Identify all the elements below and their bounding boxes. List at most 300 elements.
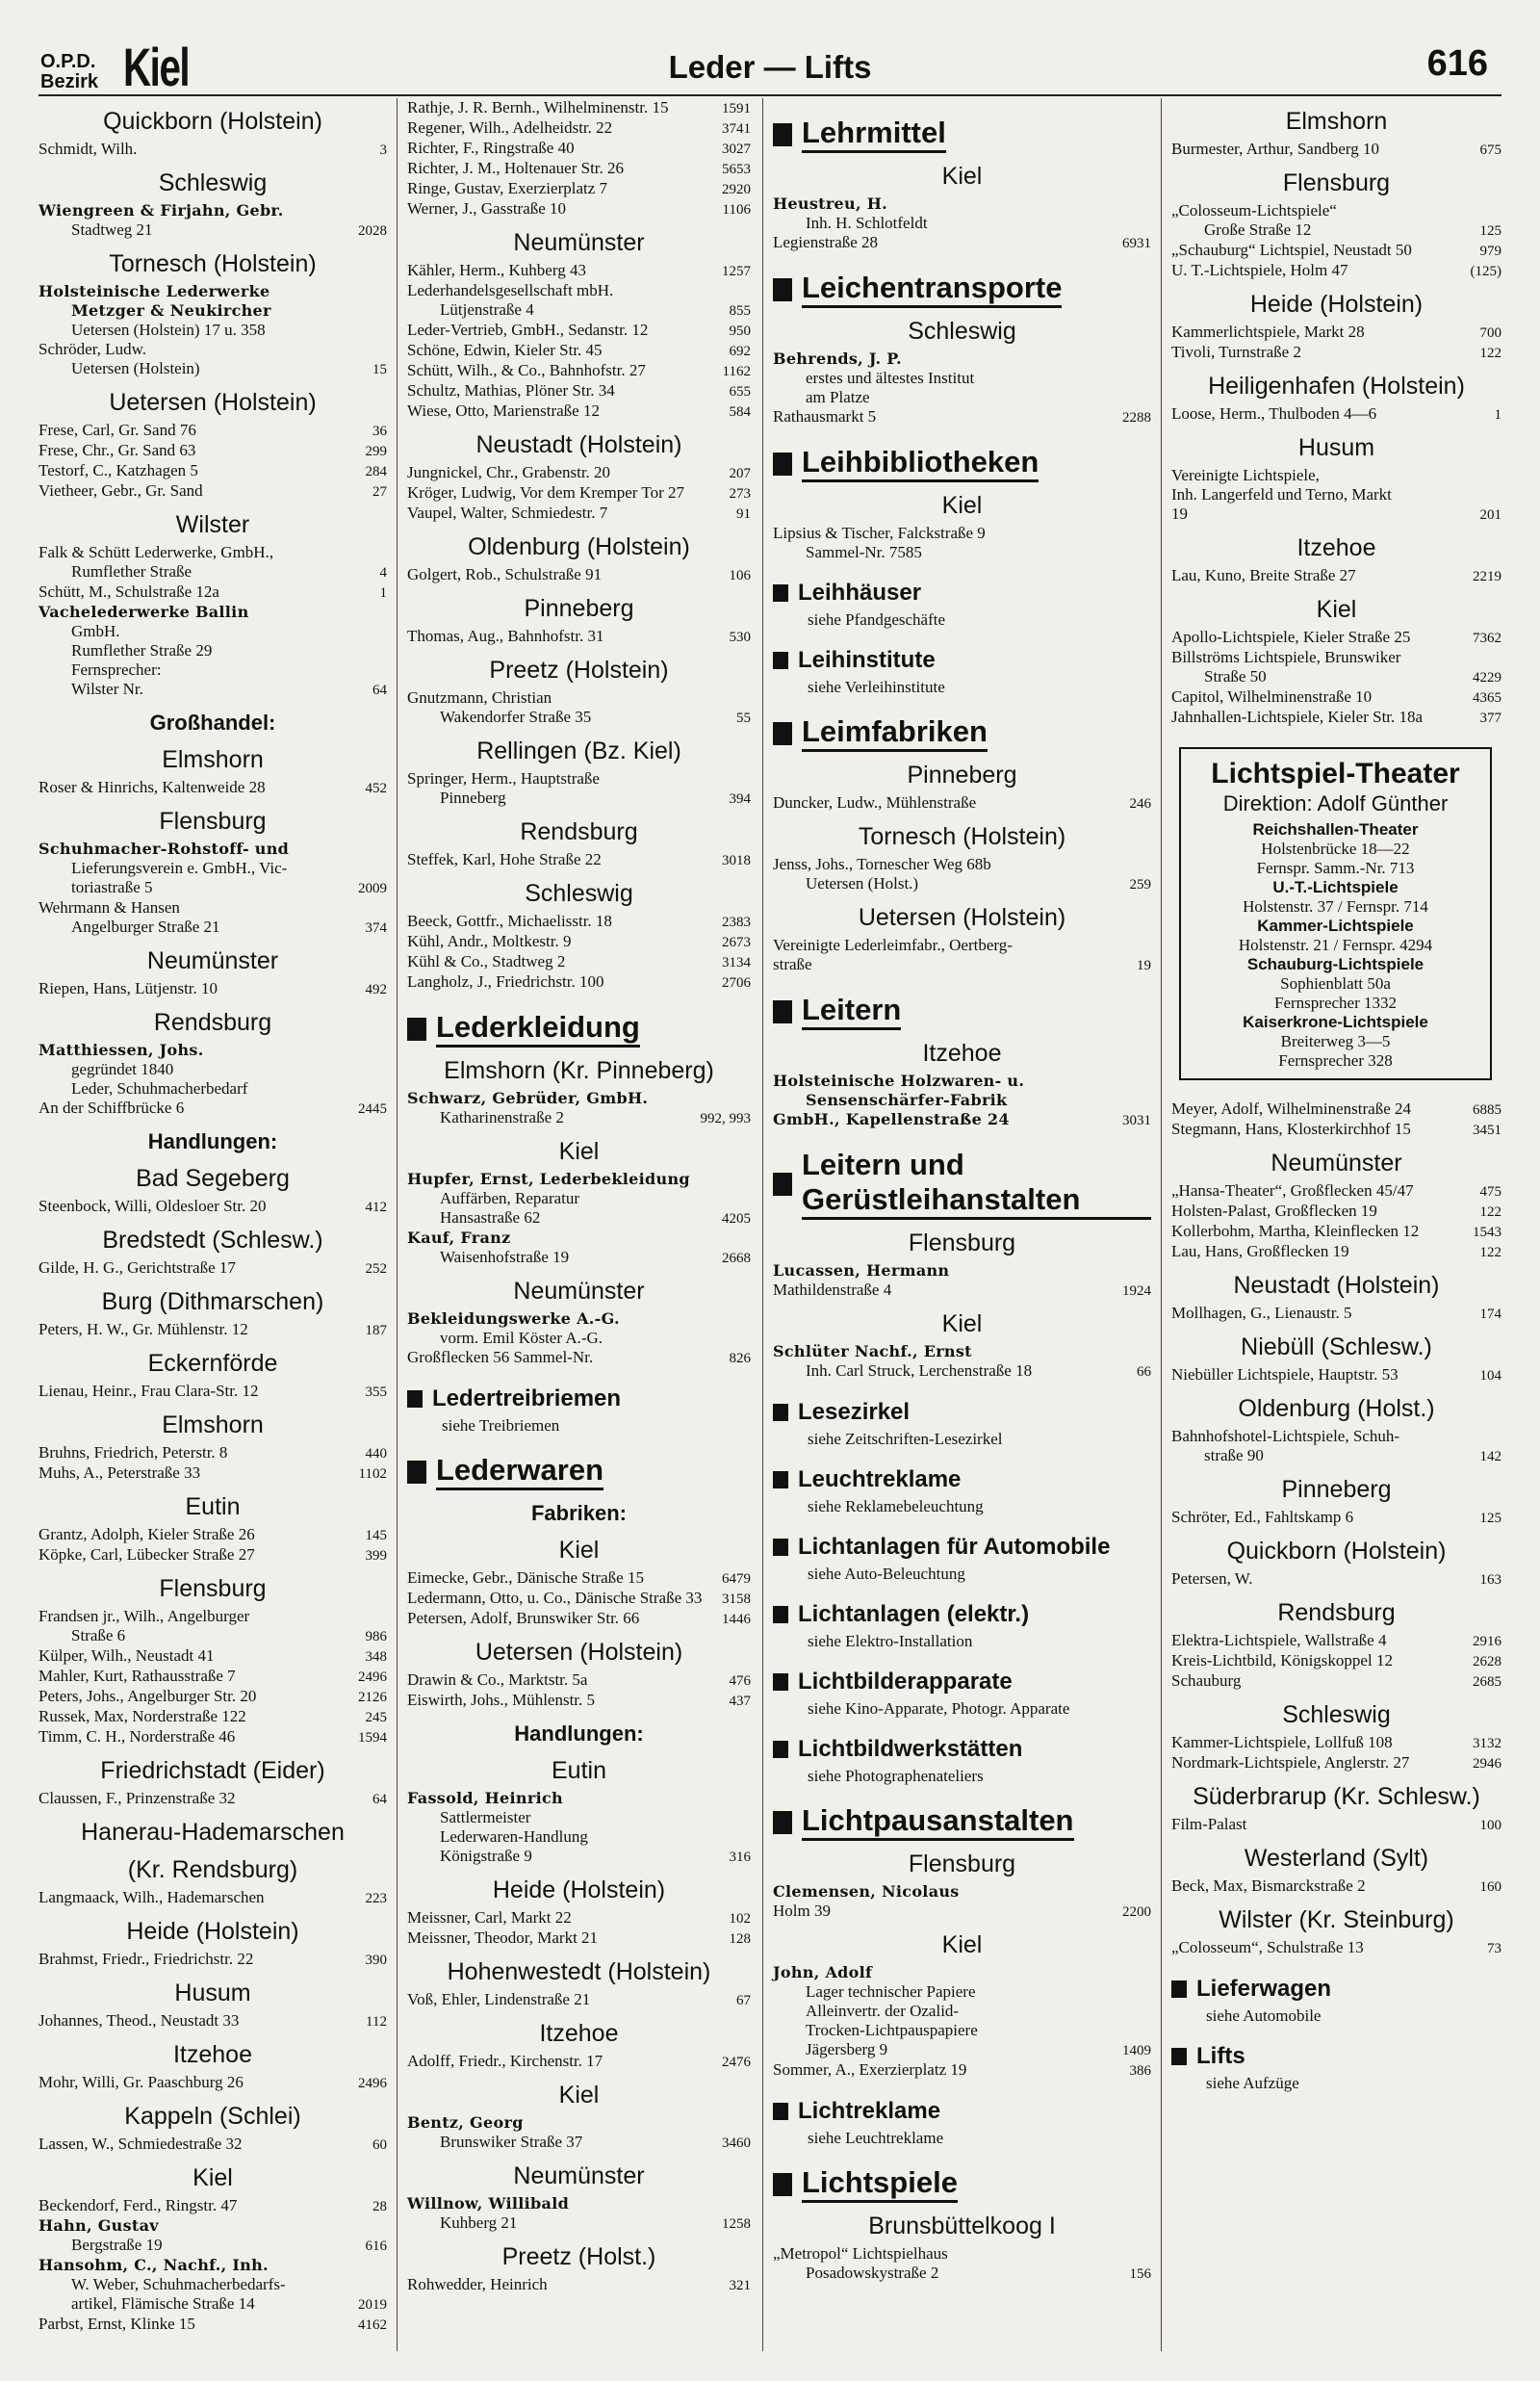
category-label: Lichtbildwerkstätten <box>798 1736 1023 1762</box>
listing-entry <box>38 2011 387 2032</box>
category-label: Leitern und Gerüstleihanstalten <box>802 1148 1151 1220</box>
category-label: Lehrmittel <box>802 116 946 153</box>
listing-entry <box>773 2060 1151 2081</box>
entry-text: Leder-Vertrieb, GmbH., Sedanstr. 12 <box>407 321 649 339</box>
entry-text: Kauf, Franz <box>407 1229 511 1247</box>
listing-entry <box>407 1108 751 1128</box>
category-marker-icon <box>1171 1980 1187 1998</box>
listing-entry <box>407 2052 751 2072</box>
phone-number: 452 <box>365 781 387 796</box>
listing-entry <box>773 1110 1151 1130</box>
phone-number: 374 <box>365 920 387 936</box>
entry-text: Timm, C. H., Norderstraße 46 <box>38 1727 236 1746</box>
listing-entry <box>38 582 387 603</box>
category-label: Lieferwagen <box>1196 1976 1332 2002</box>
town-heading: Flensburg <box>159 1575 267 1602</box>
entry-text: Jungnickel, Chr., Grabenstr. 20 <box>407 463 611 481</box>
town-heading: Kiel <box>941 492 983 519</box>
entry-text: Grantz, Adolph, Kieler Straße 26 <box>38 1525 255 1543</box>
phone-number: 1258 <box>722 2216 751 2232</box>
listing-entry <box>1171 261 1502 281</box>
phone-number: 1162 <box>722 364 751 379</box>
town-heading: (Kr. Rendsburg) <box>127 1856 298 1883</box>
entry-text: Parbst, Ernst, Klinke 15 <box>38 2315 195 2333</box>
listing-entry <box>407 708 751 728</box>
entry-text: Beeck, Gottfr., Michaelisstr. 18 <box>407 912 612 930</box>
category-marker-icon <box>773 652 788 669</box>
ad-theater-line: Fernspr. Samm.-Nr. 713 <box>1256 859 1415 877</box>
entry-text: An der Schiffbrücke 6 <box>38 1099 185 1117</box>
see-reference: siehe Reklamebeleuchtung <box>808 1497 984 1515</box>
entry-text: Film-Palast <box>1171 1815 1247 1833</box>
listing-entry <box>773 543 1151 562</box>
phone-number: 1594 <box>358 1730 387 1746</box>
town-heading: Kappeln (Schlei) <box>124 2103 301 2130</box>
listing-entry <box>407 1568 751 1589</box>
category-marker-icon <box>773 2103 788 2120</box>
phone-number: 245 <box>365 1710 387 1725</box>
entry-text: Kühl, Andr., Moltkestr. 9 <box>407 932 572 950</box>
entry-text: Holsten-Palast, Großflecken 19 <box>1171 1202 1377 1220</box>
entry-text: Mathildenstraße 4 <box>773 1281 892 1299</box>
listing-entry <box>407 504 751 524</box>
category-heading <box>1171 2043 1502 2070</box>
phone-number: 584 <box>729 404 751 420</box>
listing-entry <box>773 793 1151 814</box>
town-heading: Kiel <box>558 1537 600 1564</box>
listing-entry <box>1171 1365 1502 1385</box>
entry-text: Hansastraße 62 <box>440 1208 541 1227</box>
category-label: Leihinstitute <box>798 647 936 673</box>
listing-entry <box>407 912 751 932</box>
category-marker-icon <box>773 722 792 745</box>
town-heading: Elmshorn <box>162 1411 264 1438</box>
columns <box>38 98 1502 2370</box>
entry-text: Springer, Herm., Hauptstraße <box>407 769 600 788</box>
category-heading <box>773 1601 1151 1628</box>
see-reference: siehe Automobile <box>1206 2006 1322 2025</box>
entry-text: Kammer-Lichtspiele, Lollfuß 108 <box>1171 1733 1393 1751</box>
listing-entry <box>38 1463 387 1484</box>
entry-text: Burmester, Arthur, Sandberg 10 <box>1171 140 1379 158</box>
listing-entry <box>1171 1631 1502 1651</box>
phone-number: 2706 <box>722 975 751 991</box>
town-heading: Flensburg <box>1282 169 1391 196</box>
entry-text: Lederhandelsgesellschaft mbH. <box>407 281 614 299</box>
entry-text: Langmaack, Wilh., Hademarschen <box>38 1888 265 1906</box>
listing-entry <box>38 2196 387 2216</box>
phone-number: 2019 <box>358 2297 387 2313</box>
entry-text: Beckendorf, Ferd., Ringstr. 47 <box>38 2196 238 2214</box>
town-heading: Eckernförde <box>147 1350 278 1377</box>
entry-text: Willnow, Willibald <box>407 2194 570 2213</box>
category-heading <box>773 271 1151 308</box>
listing-entry <box>407 932 751 952</box>
phone-number: 104 <box>1479 1368 1502 1384</box>
entry-text: Lau, Kuno, Breite Straße 27 <box>1171 566 1356 584</box>
entry-text: Külper, Wilh., Neustadt 41 <box>38 1646 215 1665</box>
category-marker-icon <box>1171 2048 1187 2065</box>
town-heading: Schleswig <box>1282 1701 1391 1728</box>
listing-entry <box>407 463 751 483</box>
listing-entry <box>38 603 387 622</box>
phone-number: 259 <box>1129 877 1151 893</box>
entry-text: Duncker, Ludw., Mühlenstraße <box>773 793 977 812</box>
listing-entry <box>38 481 387 502</box>
phone-number: 3158 <box>722 1592 751 1607</box>
listing-entry <box>407 261 751 281</box>
town-heading: Neustadt (Holstein) <box>475 431 682 458</box>
entry-text: Kammerlichtspiele, Markt 28 <box>1171 323 1365 341</box>
town-heading: Kiel <box>558 2082 600 2109</box>
advertisement-box <box>1179 747 1492 1080</box>
entry-text: Niebüller Lichtspiele, Hauptstr. 53 <box>1171 1365 1399 1384</box>
entry-text: Steffek, Karl, Hohe Straße 22 <box>407 850 602 868</box>
category-heading <box>773 2098 1151 2125</box>
entry-text: Gilde, H. G., Gerichtstraße 17 <box>38 1258 236 1277</box>
town-heading: Neumünster <box>1270 1150 1402 1177</box>
entry-text: U. T.-Lichtspiele, Holm 47 <box>1171 261 1348 279</box>
listing-entry <box>407 199 751 220</box>
entry-text: Vereinigte Lederleimfabr., Oertberg- <box>773 936 1013 954</box>
town-heading: Flensburg <box>159 808 267 835</box>
town-heading: Eutin <box>552 1757 606 1784</box>
phone-number: 1102 <box>358 1466 387 1482</box>
phone-number: 187 <box>365 1323 387 1338</box>
entry-text: Richter, F., Ringstraße 40 <box>407 139 575 157</box>
column-4 <box>1161 98 1502 2351</box>
listing-entry <box>773 1261 1151 1281</box>
category-label: Leitern <box>802 993 901 1030</box>
listing-entry <box>407 1808 751 1827</box>
category-marker-icon <box>773 1173 792 1196</box>
entry-text: „Colosseum-Lichtspiele“ <box>1171 201 1337 220</box>
phone-number: 66 <box>1137 1364 1151 1380</box>
listing-entry <box>407 850 751 870</box>
town-heading: Heide (Holstein) <box>492 1876 666 1903</box>
category-heading <box>773 1399 1151 1426</box>
listing-entry <box>407 1170 751 1189</box>
listing-entry <box>1171 687 1502 708</box>
listing-entry <box>1171 1876 1502 1897</box>
category-heading <box>407 1385 751 1412</box>
see-reference: siehe Elektro-Installation <box>808 1632 973 1650</box>
category-label: Lichtreklame <box>798 2098 941 2124</box>
listing-entry <box>1171 628 1502 648</box>
phone-number: 2288 <box>1122 410 1151 426</box>
phone-number: 348 <box>365 1649 387 1665</box>
entry-text: GmbH., Kapellenstraße 24 <box>773 1110 1010 1128</box>
listing-entry <box>773 1882 1151 1902</box>
phone-number: 2496 <box>358 2076 387 2091</box>
entry-text: Wakendorfer Straße 35 <box>440 708 592 726</box>
entry-text: Heustreu, H. <box>773 194 887 213</box>
entry-text: Hansohm, C., Nachf., Inh. <box>38 2256 269 2274</box>
listing-entry <box>1171 466 1502 485</box>
town-heading: Elmshorn (Kr. Pinneberg) <box>444 1057 714 1084</box>
phone-number: 412 <box>365 1200 387 1215</box>
town-heading: Flensburg <box>908 1229 1016 1256</box>
town-heading: Neumünster <box>513 1278 645 1305</box>
column-3 <box>762 98 1151 2351</box>
ad-theater-line: Fernsprecher 328 <box>1278 1051 1393 1070</box>
listing-entry <box>38 562 387 582</box>
entry-text: Jenss, Johs., Tornescher Weg 68b <box>773 855 991 873</box>
phone-number: 156 <box>1129 2266 1151 2282</box>
town-heading: Brunsbüttelkoog I <box>868 2213 1056 2239</box>
listing-entry <box>38 1258 387 1279</box>
entry-text: vorm. Emil Köster A.-G. <box>440 1329 603 1347</box>
phone-number: 125 <box>1479 1511 1502 1526</box>
entry-text: Riepen, Hans, Lütjenstr. 10 <box>38 979 218 997</box>
town-heading: Itzehoe <box>1296 534 1376 561</box>
town-heading: Elmshorn <box>1285 108 1388 135</box>
phone-number: 616 <box>365 2239 387 2254</box>
town-heading: Kiel <box>941 1310 983 1337</box>
phone-number: 2219 <box>1473 569 1502 584</box>
ad-title: Lichtspiel-Theater <box>1211 758 1460 789</box>
entry-text: Matthiessen, Johs. <box>38 1041 204 1059</box>
category-heading <box>773 993 1151 1030</box>
town-heading: Preetz (Holst.) <box>501 2243 656 2270</box>
phone-number: 3451 <box>1473 1123 1502 1138</box>
town-heading: Pinneberg <box>524 595 634 622</box>
town-heading: Kiel <box>941 1931 983 1958</box>
listing-entry <box>38 918 387 938</box>
entry-text: Billströms Lichtspiele, Brunswiker <box>1171 648 1401 666</box>
category-marker-icon <box>773 584 788 602</box>
category-label: Lichtanlagen für Automobile <box>798 1534 1111 1560</box>
category-marker-icon <box>773 453 792 476</box>
listing-entry <box>38 2073 387 2093</box>
listing-entry <box>1171 485 1502 505</box>
subsection-heading: Handlungen: <box>514 1721 644 1746</box>
listing-entry <box>1171 1651 1502 1671</box>
entry-text: Posadowskystraße 2 <box>806 2264 939 2282</box>
see-reference: siehe Aufzüge <box>1206 2074 1299 2092</box>
phone-number: 492 <box>365 982 387 997</box>
listing-entry <box>773 349 1151 369</box>
entry-text: Lütjenstraße 4 <box>440 300 534 319</box>
category-marker-icon <box>773 1741 788 1758</box>
phone-number: 125 <box>1479 223 1502 239</box>
town-heading: Hanerau-Hademarschen <box>81 1819 345 1846</box>
category-marker-icon <box>773 123 792 146</box>
category-heading <box>407 1453 751 1490</box>
entry-text: Kollerbohm, Martha, Kleinflecken 12 <box>1171 1222 1420 1240</box>
entry-text: Schauburg <box>1171 1671 1242 1690</box>
listing-entry <box>38 359 387 379</box>
phone-number: 142 <box>1479 1449 1502 1464</box>
listing-entry <box>407 769 751 789</box>
town-heading: Elmshorn <box>162 746 264 773</box>
town-heading: Tornesch (Holstein) <box>858 823 1066 850</box>
entry-text: Bentz, Georg <box>407 2113 524 2132</box>
listing-entry <box>38 878 387 898</box>
town-heading: Rellingen (Bz. Kiel) <box>476 738 681 764</box>
entry-text: Inh. Carl Struck, Lerchenstraße 18 <box>806 1361 1033 1380</box>
listing-entry <box>1171 140 1502 160</box>
phone-number: 692 <box>729 344 751 359</box>
entry-text: Kreis-Lichtbild, Königskoppel 12 <box>1171 1651 1393 1669</box>
entry-text: Thomas, Aug., Bahnhofstr. 31 <box>407 627 604 645</box>
phone-number: 826 <box>729 1351 751 1366</box>
subsection-heading: Großhandel: <box>149 711 276 735</box>
town-heading: Westerland (Sylt) <box>1244 1845 1429 1872</box>
listing-entry <box>407 2113 751 2133</box>
category-heading <box>773 1803 1151 1841</box>
phone-number: 64 <box>372 683 387 698</box>
listing-entry <box>1171 1733 1502 1753</box>
town-heading: Pinneberg <box>1281 1476 1392 1503</box>
ad-theater-line: Fernsprecher 1332 <box>1274 994 1397 1012</box>
category-label: Lifts <box>1196 2043 1245 2069</box>
town-heading: Tornesch (Holstein) <box>109 250 317 277</box>
listing-entry <box>1171 1569 1502 1590</box>
phone-number: 5653 <box>722 162 751 177</box>
phone-number: 1591 <box>722 101 751 116</box>
entry-text: Alleinvertr. der Ozalid- <box>806 2002 960 2020</box>
entry-text: Lipsius & Tischer, Falckstraße 9 <box>773 524 986 542</box>
listing-entry <box>1171 1815 1502 1835</box>
phone-number: 3031 <box>1122 1113 1151 1128</box>
entry-text: Legienstraße 28 <box>773 233 879 251</box>
town-heading: Heide (Holstein) <box>1249 291 1424 318</box>
phone-number: 2668 <box>722 1251 751 1266</box>
entry-text: Rumflether Straße <box>71 562 192 581</box>
entry-text: Rohwedder, Heinrich <box>407 2275 548 2293</box>
entry-text: „Colosseum“, Schulstraße 13 <box>1171 1938 1364 1956</box>
listing-entry <box>407 1248 751 1268</box>
phone-number: 440 <box>365 1446 387 1462</box>
entry-text: Leder, Schuhmacherbedarf <box>71 1079 248 1098</box>
phone-number: 855 <box>729 303 751 319</box>
listing-entry <box>38 2294 387 2315</box>
entry-text: Fernsprecher: <box>71 660 162 679</box>
category-label: Lichtbilderapparate <box>798 1669 1013 1695</box>
listing-entry <box>1171 201 1502 220</box>
listing-entry <box>1171 566 1502 586</box>
entry-text: Frese, Carl, Gr. Sand 76 <box>38 421 196 439</box>
entry-text: Vereinigte Lichtspiele, <box>1171 466 1320 484</box>
entry-text: Lager technischer Papiere <box>806 1982 976 2001</box>
listing-entry <box>407 1928 751 1949</box>
entry-text: GmbH. <box>71 622 120 640</box>
listing-entry <box>38 641 387 660</box>
category-label: Lichtanlagen (elektr.) <box>798 1601 1030 1627</box>
listing-entry <box>773 936 1151 955</box>
listing-entry <box>38 1950 387 1970</box>
listing-entry <box>407 1309 751 1329</box>
entry-text: Petersen, Adolf, Brunswiker Str. 66 <box>407 1609 640 1627</box>
listing-entry <box>773 388 1151 407</box>
entry-text: Metzger & Neukircher <box>71 301 271 320</box>
listing-entry <box>773 874 1151 894</box>
listing-entry <box>38 1060 387 1079</box>
entry-text: Schütt, Wilh., & Co., Bahnhofstr. 27 <box>407 361 646 379</box>
town-heading: Uetersen (Holstein) <box>858 904 1066 931</box>
phone-number: 145 <box>365 1528 387 1543</box>
town-heading: Husum <box>174 1980 251 2006</box>
town-heading: Kiel <box>1316 596 1357 623</box>
category-heading <box>773 714 1151 752</box>
phone-number: 2946 <box>1473 1756 1502 1772</box>
town-heading: Rendsburg <box>1277 1599 1396 1626</box>
listing-entry <box>773 233 1151 253</box>
listing-entry <box>407 159 751 179</box>
entry-text: Uetersen (Holstein) <box>71 359 200 377</box>
phone-number: 2476 <box>722 2055 751 2070</box>
listing-entry <box>407 1229 751 1248</box>
see-reference: siehe Treibriemen <box>442 1416 560 1435</box>
listing-entry <box>407 2213 751 2234</box>
listing-entry <box>1171 648 1502 667</box>
category-heading <box>773 116 1151 153</box>
listing-entry <box>38 301 387 321</box>
entry-text: Kühl & Co., Stadtweg 2 <box>407 952 566 971</box>
entry-text: Schütt, M., Schulstraße 12a <box>38 582 219 601</box>
phone-number: 102 <box>729 1911 751 1927</box>
phone-number: 273 <box>729 486 751 502</box>
phone-number: 4162 <box>358 2317 387 2333</box>
phone-number: 6885 <box>1473 1102 1502 1118</box>
town-heading: Wilster (Kr. Steinburg) <box>1219 1906 1454 1933</box>
entry-text: Hupfer, Ernst, Lederbekleidung <box>407 1170 690 1188</box>
phone-number: 3132 <box>1473 1736 1502 1751</box>
town-heading: Kiel <box>941 163 983 190</box>
city-title: Kiel <box>123 37 190 97</box>
entry-text: Brahmst, Friedr., Friedrichstr. 22 <box>38 1950 254 1968</box>
listing-entry <box>38 1646 387 1667</box>
town-heading: Husum <box>1297 434 1375 461</box>
listing-entry <box>407 300 751 321</box>
town-heading: Quickborn (Holstein) <box>103 108 322 135</box>
town-heading: Rendsburg <box>153 1009 272 1036</box>
entry-text: Loose, Herm., Thulboden 4—6 <box>1171 404 1377 423</box>
entry-text: Katharinenstraße 2 <box>440 1108 564 1126</box>
listing-entry <box>773 2021 1151 2040</box>
phone-number: 223 <box>365 1891 387 1906</box>
entry-text: Jahnhallen-Lichtspiele, Kieler Str. 18a <box>1171 708 1424 726</box>
listing-entry <box>773 1072 1151 1091</box>
phone-number: 1543 <box>1473 1225 1502 1240</box>
entry-text: am Platze <box>806 388 870 406</box>
town-heading: Oldenburg (Holst.) <box>1238 1395 1435 1422</box>
phone-number: 437 <box>729 1694 751 1709</box>
see-reference: siehe Photographenateliers <box>808 1767 984 1785</box>
phone-number: 3027 <box>722 142 751 157</box>
listing-entry <box>1171 1938 1502 1958</box>
entry-text: gegründet 1840 <box>71 1060 174 1078</box>
town-heading: Hohenwestedt (Holstein) <box>447 1958 711 1985</box>
phone-number: 27 <box>372 484 387 500</box>
entry-text: Bruhns, Friedrich, Peterstr. 8 <box>38 1443 228 1462</box>
listing-entry <box>407 1589 751 1609</box>
town-heading: Uetersen (Holstein) <box>109 389 317 416</box>
entry-text: Johannes, Theod., Neustadt 33 <box>38 2011 240 2030</box>
phone-number: 36 <box>372 424 387 439</box>
town-heading: Friedrichstadt (Eider) <box>100 1757 325 1784</box>
ad-theater-line: Sophienblatt 50a <box>1280 974 1391 993</box>
subsection-heading: Fabriken: <box>530 1501 628 1525</box>
category-label: Leihhäuser <box>798 580 922 606</box>
category-label: Leimfabriken <box>802 714 988 752</box>
entry-text: Jägersberg 9 <box>806 2040 888 2058</box>
entry-text: Rathausmarkt 5 <box>773 407 877 426</box>
entry-text: Bekleidungswerke A.-G. <box>407 1309 620 1328</box>
entry-text: Drawin & Co., Marktstr. 5a <box>407 1670 588 1689</box>
phone-number: 122 <box>1479 1245 1502 1260</box>
